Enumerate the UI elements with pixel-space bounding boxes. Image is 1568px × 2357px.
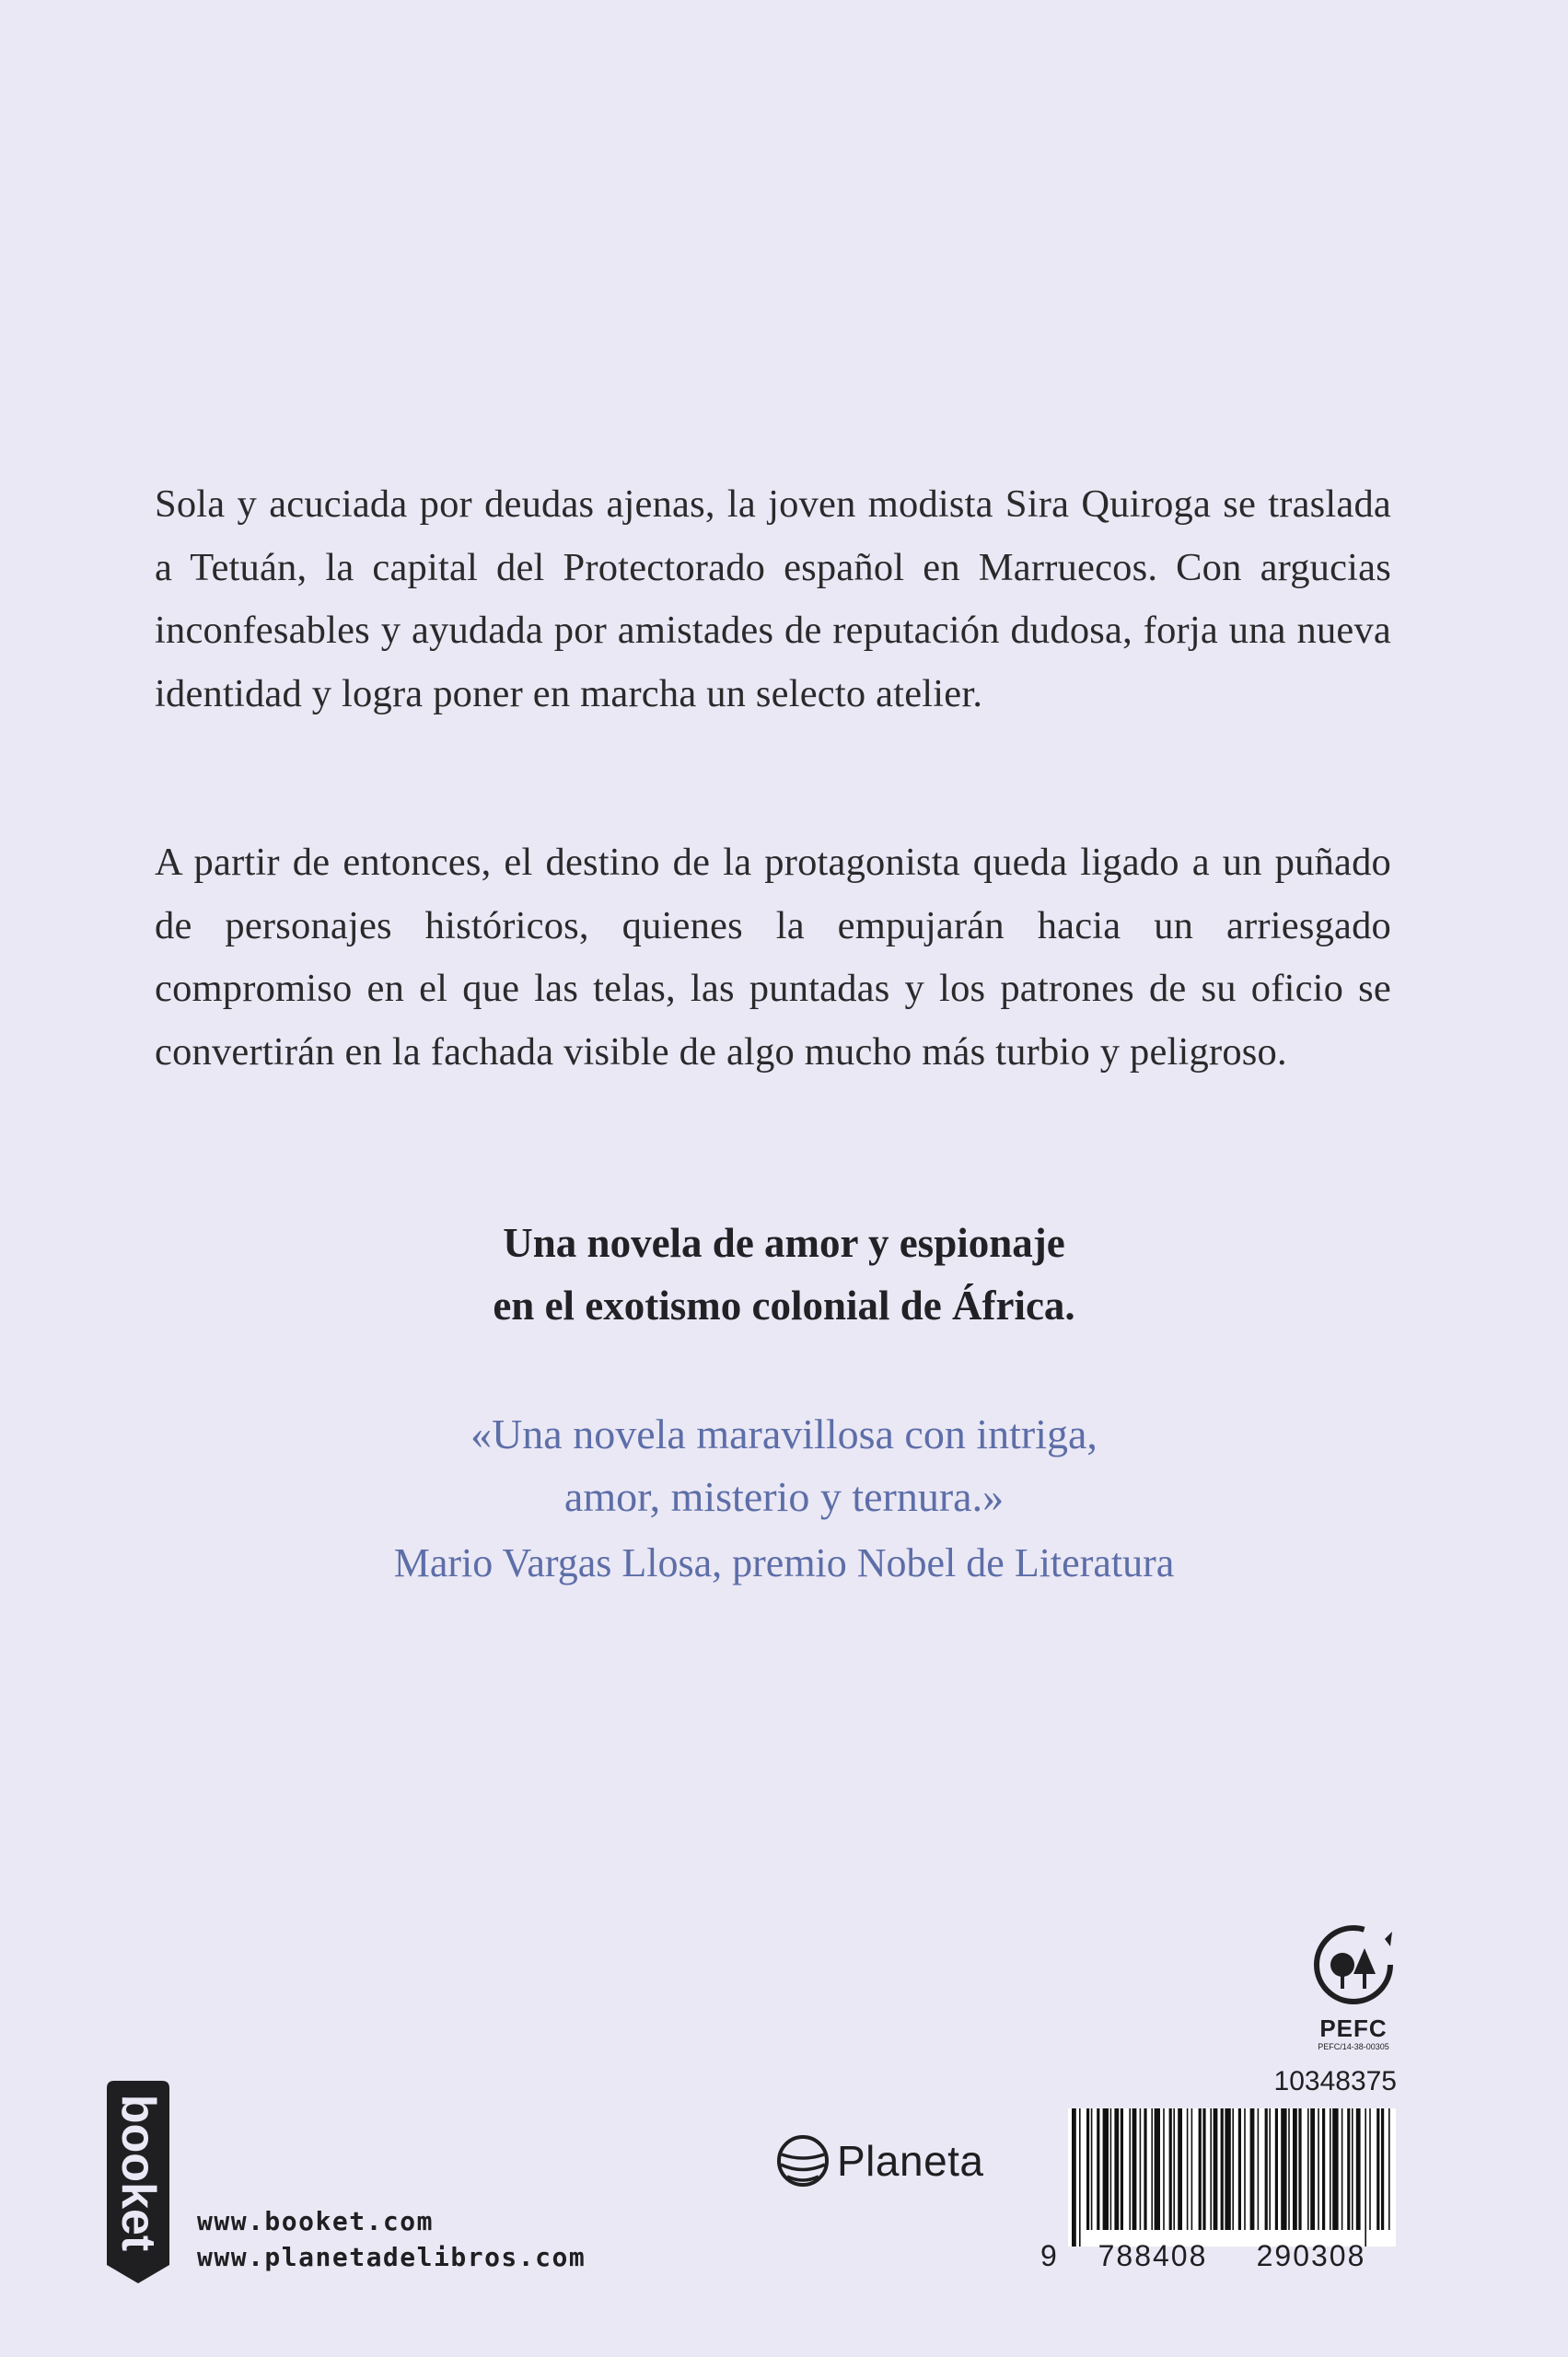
barcode-bar — [1381, 2108, 1384, 2230]
internal-product-number: 10348375 — [1273, 2066, 1397, 2096]
barcode-bar — [1079, 2108, 1081, 2247]
barcode-bar — [1199, 2108, 1202, 2230]
barcode-bar — [1114, 2108, 1119, 2230]
barcode-bar — [1202, 2108, 1205, 2230]
barcode-bar — [1310, 2108, 1315, 2230]
barcode-bar — [1121, 2108, 1123, 2230]
barcode-bar — [1342, 2108, 1343, 2230]
barcode-bar — [1140, 2108, 1142, 2230]
planeta-logo — [776, 2134, 984, 2188]
barcode-bar — [1072, 2108, 1076, 2247]
barcode-bar — [1369, 2108, 1371, 2230]
review-quote-line-1: «Una novela maravillosa con intriga, — [470, 1411, 1098, 1457]
barcode-bar — [1365, 2108, 1366, 2247]
barcode-bar — [1232, 2108, 1234, 2230]
barcode-bar — [1132, 2108, 1137, 2230]
barcode-bar — [1265, 2108, 1268, 2230]
barcode-bar — [1173, 2108, 1175, 2230]
barcode-bar — [1281, 2108, 1286, 2230]
globe-icon — [776, 2134, 830, 2188]
booket-logo-text: booket — [111, 2094, 165, 2252]
barcode-bar — [1298, 2108, 1301, 2230]
barcode-bar — [1352, 2108, 1353, 2230]
barcode-bar — [1155, 2108, 1160, 2230]
blurb-paragraph-2: A partir de entonces, el destino de la protagonista queda ligado a un puñado de personajes históricos, quienes la empujarán hacia un arriesgado compromiso en el que las telas, las puntadas y los patrones de su oficio se convertirán en la fachada visible de algo mucho más turbio y peligroso. — [155, 841, 1391, 1074]
review-quote — [0, 1403, 1568, 1528]
booket-url: www.booket.com — [197, 2206, 435, 2236]
barcode-bar — [1191, 2108, 1193, 2230]
isbn-number — [1040, 2239, 1400, 2273]
pefc-label: PEFC — [1319, 2014, 1388, 2042]
barcode-bar — [1221, 2108, 1224, 2230]
barcode-bar — [1258, 2108, 1260, 2230]
barcode-bar — [1151, 2108, 1153, 2230]
pefc-certification — [1307, 1922, 1400, 2052]
barcode-bar — [1307, 2108, 1309, 2230]
tagline-line-2: en el exotismo colonial de África. — [493, 1283, 1075, 1329]
isbn-first-digit: 9 — [1040, 2239, 1059, 2272]
barcode-bar — [1332, 2108, 1338, 2230]
tagline — [0, 1212, 1568, 1337]
barcode-bar — [1376, 2108, 1379, 2230]
barcode-bar — [1214, 2108, 1218, 2230]
barcode-bar — [1129, 2108, 1131, 2230]
barcode-bar — [1347, 2108, 1350, 2230]
isbn-barcode — [1068, 2108, 1396, 2247]
barcode-bar — [1091, 2108, 1093, 2230]
barcode-bar — [1356, 2108, 1361, 2230]
barcode-bar — [1225, 2108, 1230, 2230]
barcode-bar — [1330, 2108, 1331, 2230]
isbn-group-2: 290308 — [1256, 2239, 1366, 2272]
planeta-name: Planeta — [837, 2137, 984, 2185]
barcode-bar — [1275, 2108, 1278, 2230]
planeta-url: www.planetadelibros.com — [197, 2242, 587, 2272]
pefc-code: PEFC/14-38-00305 — [1318, 2042, 1389, 2051]
barcode-bar — [1103, 2108, 1109, 2230]
booket-logo — [96, 2081, 180, 2283]
barcode-bar — [1210, 2108, 1212, 2230]
review-attribution: Mario Vargas Llosa, premio Nobel de Literatura — [393, 1540, 1175, 1585]
barcode-bar — [1250, 2108, 1255, 2230]
barcode-bar — [1178, 2108, 1182, 2230]
barcode-bar — [1244, 2108, 1246, 2230]
barcode-bar — [1293, 2108, 1297, 2230]
barcode-bar — [1086, 2108, 1089, 2230]
barcode-bar — [1163, 2108, 1165, 2230]
barcode-bar — [1288, 2108, 1290, 2230]
barcode-bar — [1318, 2108, 1319, 2230]
pefc-trees-icon — [1311, 1922, 1396, 2007]
barcode-bar — [1110, 2108, 1112, 2230]
review-quote-line-2: amor, misterio y ternura.» — [563, 1473, 1005, 1520]
blurb-paragraph-1: Sola y acuciada por deudas ajenas, la joven modista Sira Quiroga se traslada a Tetuán, la capital del Protectorado español en Marruecos. Con argucias inconfesables y ayudada por amistades de reputación dudosa, forja una nueva identidad y logra poner en marcha un selecto atelier. — [155, 482, 1391, 715]
barcode-bar — [1187, 2108, 1189, 2230]
tagline-line-1: Una novela de amor y espionaje — [503, 1220, 1065, 1266]
isbn-group-1: 788408 — [1098, 2239, 1208, 2272]
barcode-bar — [1269, 2108, 1271, 2230]
barcode-bar — [1322, 2108, 1325, 2230]
barcode-bar — [1388, 2108, 1390, 2230]
barcode-bar — [1238, 2108, 1241, 2230]
publisher-urls — [197, 2203, 586, 2275]
barcode-bar — [1144, 2108, 1146, 2230]
barcode-bar — [1169, 2108, 1172, 2230]
barcode-bar — [1097, 2108, 1099, 2230]
